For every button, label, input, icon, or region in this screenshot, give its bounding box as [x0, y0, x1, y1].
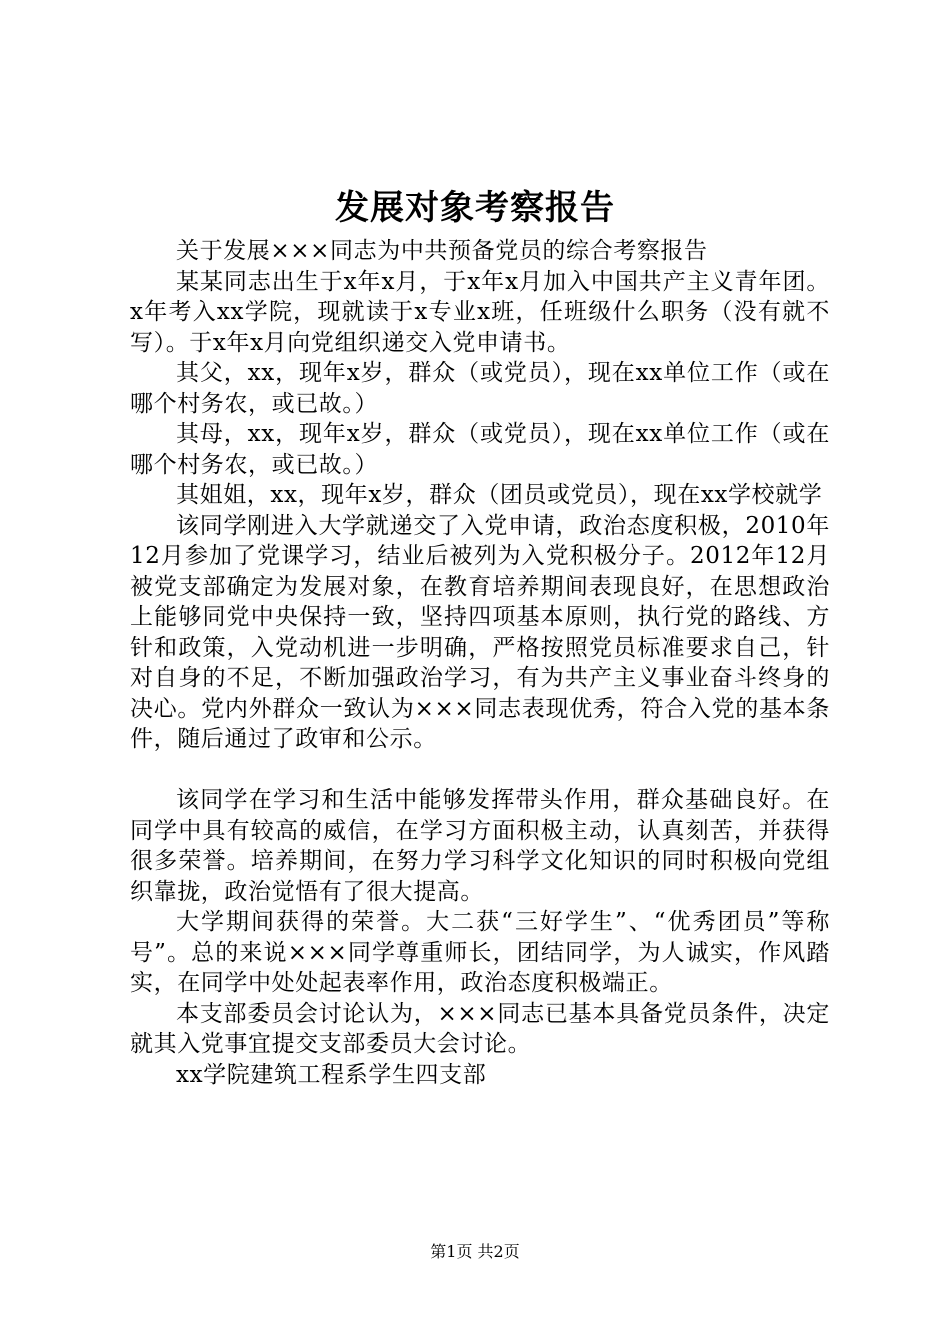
- page-number: 第1页 共2页: [430, 1242, 520, 1261]
- signature: xx学院建筑工程系学生四支部: [176, 1061, 487, 1088]
- paragraph-mother: 其母，xx，现年x岁，群众（或党员），现在xx单位工作（或在哪个村务农，或已故。）: [130, 421, 830, 478]
- paragraph-sister: 其姐姐，xx，现年x岁，群众（团员或党员），现在xx学校就学: [176, 482, 823, 508]
- paragraph-conclusion: 本支部委员会讨论认为，×××同志已基本具备党员条件，决定就其入党事宜提交支部委员大会讨论。: [130, 1000, 830, 1057]
- paragraph-father: 其父，xx，现年x岁，群众（或党员），现在xx单位工作（或在哪个村务农，或已故。）: [130, 360, 830, 417]
- paragraph-political: 该同学刚进入大学就递交了入党申请，政治态度积极，2010年12月参加了党课学习，结业后被列为入党积极分子。2012年12月被党支部确定为发展对象，在教育培养期间表现良好，在思想政治上能够同党中央保持一致，坚持四项基本原则，执行党的路线、方针和政策，入党动机进一步明确，严格按照党员标准要求自己，针对自身的不足，不断加强政治学习，有为共产主义事业奋斗终身的决心。党内外群众一致认为×××同志表现优秀，符合入党的基本条件，随后通过了政审和公示。: [130, 512, 830, 752]
- paragraph-background: 某某同志出生于x年x月，于x年x月加入中国共产主义青年团。x年考入xx学院，现就读于x专业x班，任班级什么职务（没有就不写）。于x年x月向党组织递交入党申请书。: [130, 268, 830, 356]
- document-body: [130, 236, 830, 1090]
- paragraph-honors: 大学期间获得的荣誉。大二获“三好学生”、“优秀团员”等称号”。总的来说×××同学尊重师长，团结同学，为人诚实，作风踏实，在同学中处处起表率作用，政治态度积极端正。: [130, 909, 830, 996]
- document-title: 发展对象考察报告: [335, 188, 615, 228]
- paragraph-study-life: 该同学在学习和生活中能够发挥带头作用，群众基础良好。在同学中具有较高的威信，在学习方面积极主动，认真刻苦，并获得很多荣誉。培养期间，在努力学习科学文化知识的同时积极向党组织靠拢，政治觉悟有了很大提高。: [130, 787, 830, 905]
- paragraph-subtitle: 关于发展×××同志为中共预备党员的综合考察报告: [176, 238, 708, 264]
